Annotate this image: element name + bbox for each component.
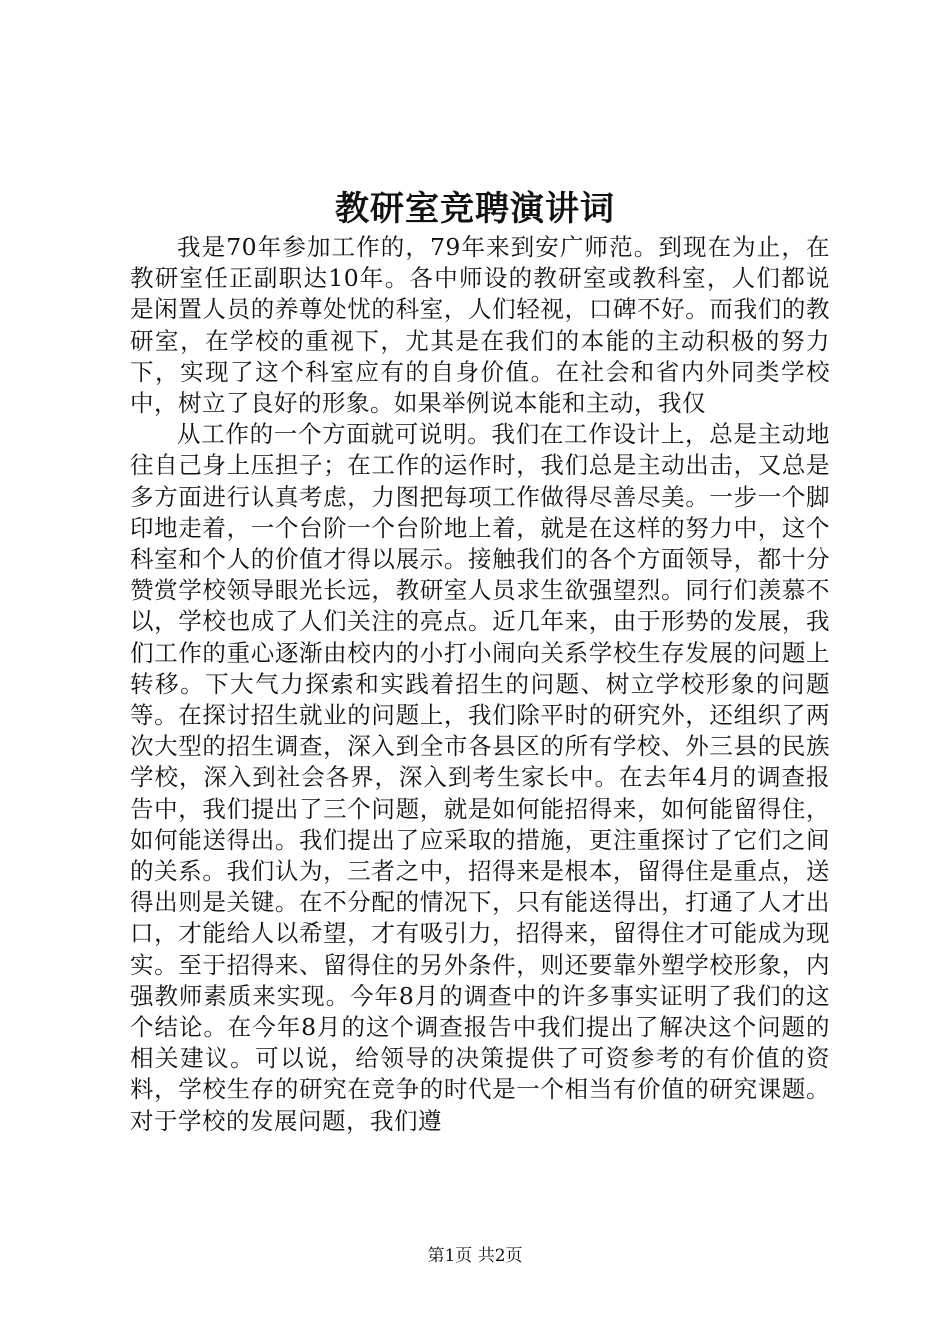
paragraph-2: 从工作的一个方面就可说明。我们在工作设计上，总是主动地往自己身上压担子；在工作的运作时，我们总是主动出击，又总是多方面进行认真考虑，力图把每项工作做得尽善尽美。一步一个脚印地走着，一个台阶一个台阶地上着，就是在这样的努力中，这个科室和个人的价值才得以展示。接触我们的各个方面领导，都十分赞赏学校领导眼光长远，教研室人员求生欲强望烈。同行们羡慕不以，学校也成了人们关注的亮点。近几年来，由于形势的发展，我们工作的重心逐渐由校内的小打小闹向关系学校生存发展的问题上转移。下大气力探索和实践着招生的问题、树立学校形象的问题等。在探讨招生就业的问题上，我们除平时的研究外，还组织了两次大型的招生调查，深入到全市各县区的所有学校、外三县的民族学校，深入到社会各界，深入到考生家长中。在去年4月的调查报告中，我们提出了三个问题，就是如何能招得来，如何能留得住，如何能送得出。我们提出了应采取的措施，更注重探讨了它们之间的关系。我们认为，三者之中，招得来是根本，留得住是重点，送得出则是关键。在不分配的情况下，只有能送得出，打通了人才出口，才能给人以希望，才有吸引力，招得来，留得住才可能成为现实。至于招得来、留得住的另外条件，则还要靠外塑学校形象，内强教师素质来实现。今年8月的调查中的许多事实证明了我们的这个结论。在今年8月的这个调查报告中我们提出了解决这个问题的相关建议。可以说，给领导的决策提供了可资参考的有价值的资料，学校生存的研究在竞争的时代是一个相当有价值的研究课题。对于学校的发展问题，我们遵 bbox=[130, 420, 830, 1135]
document-title: 教研室竞聘演讲词 bbox=[335, 189, 615, 229]
page-number-footer: 第1页 共2页 bbox=[427, 1246, 523, 1266]
paragraph-1: 我是70年参加工作的，79年来到安广师范。到现在为止，在教研室任正副职达10年。各中师设的教研室或教科室，人们都说是闲置人员的养尊处忧的科室，人们轻视，口碑不好。而我们的教研室，在学校的重视下，尤其是在我们的本能的主动积极的努力下，实现了这个科室应有的自身价值。在社会和省内外同类学校中，树立了良好的形象。如果举例说本能和主动，我仅 bbox=[130, 233, 830, 418]
document-body bbox=[130, 232, 830, 1137]
